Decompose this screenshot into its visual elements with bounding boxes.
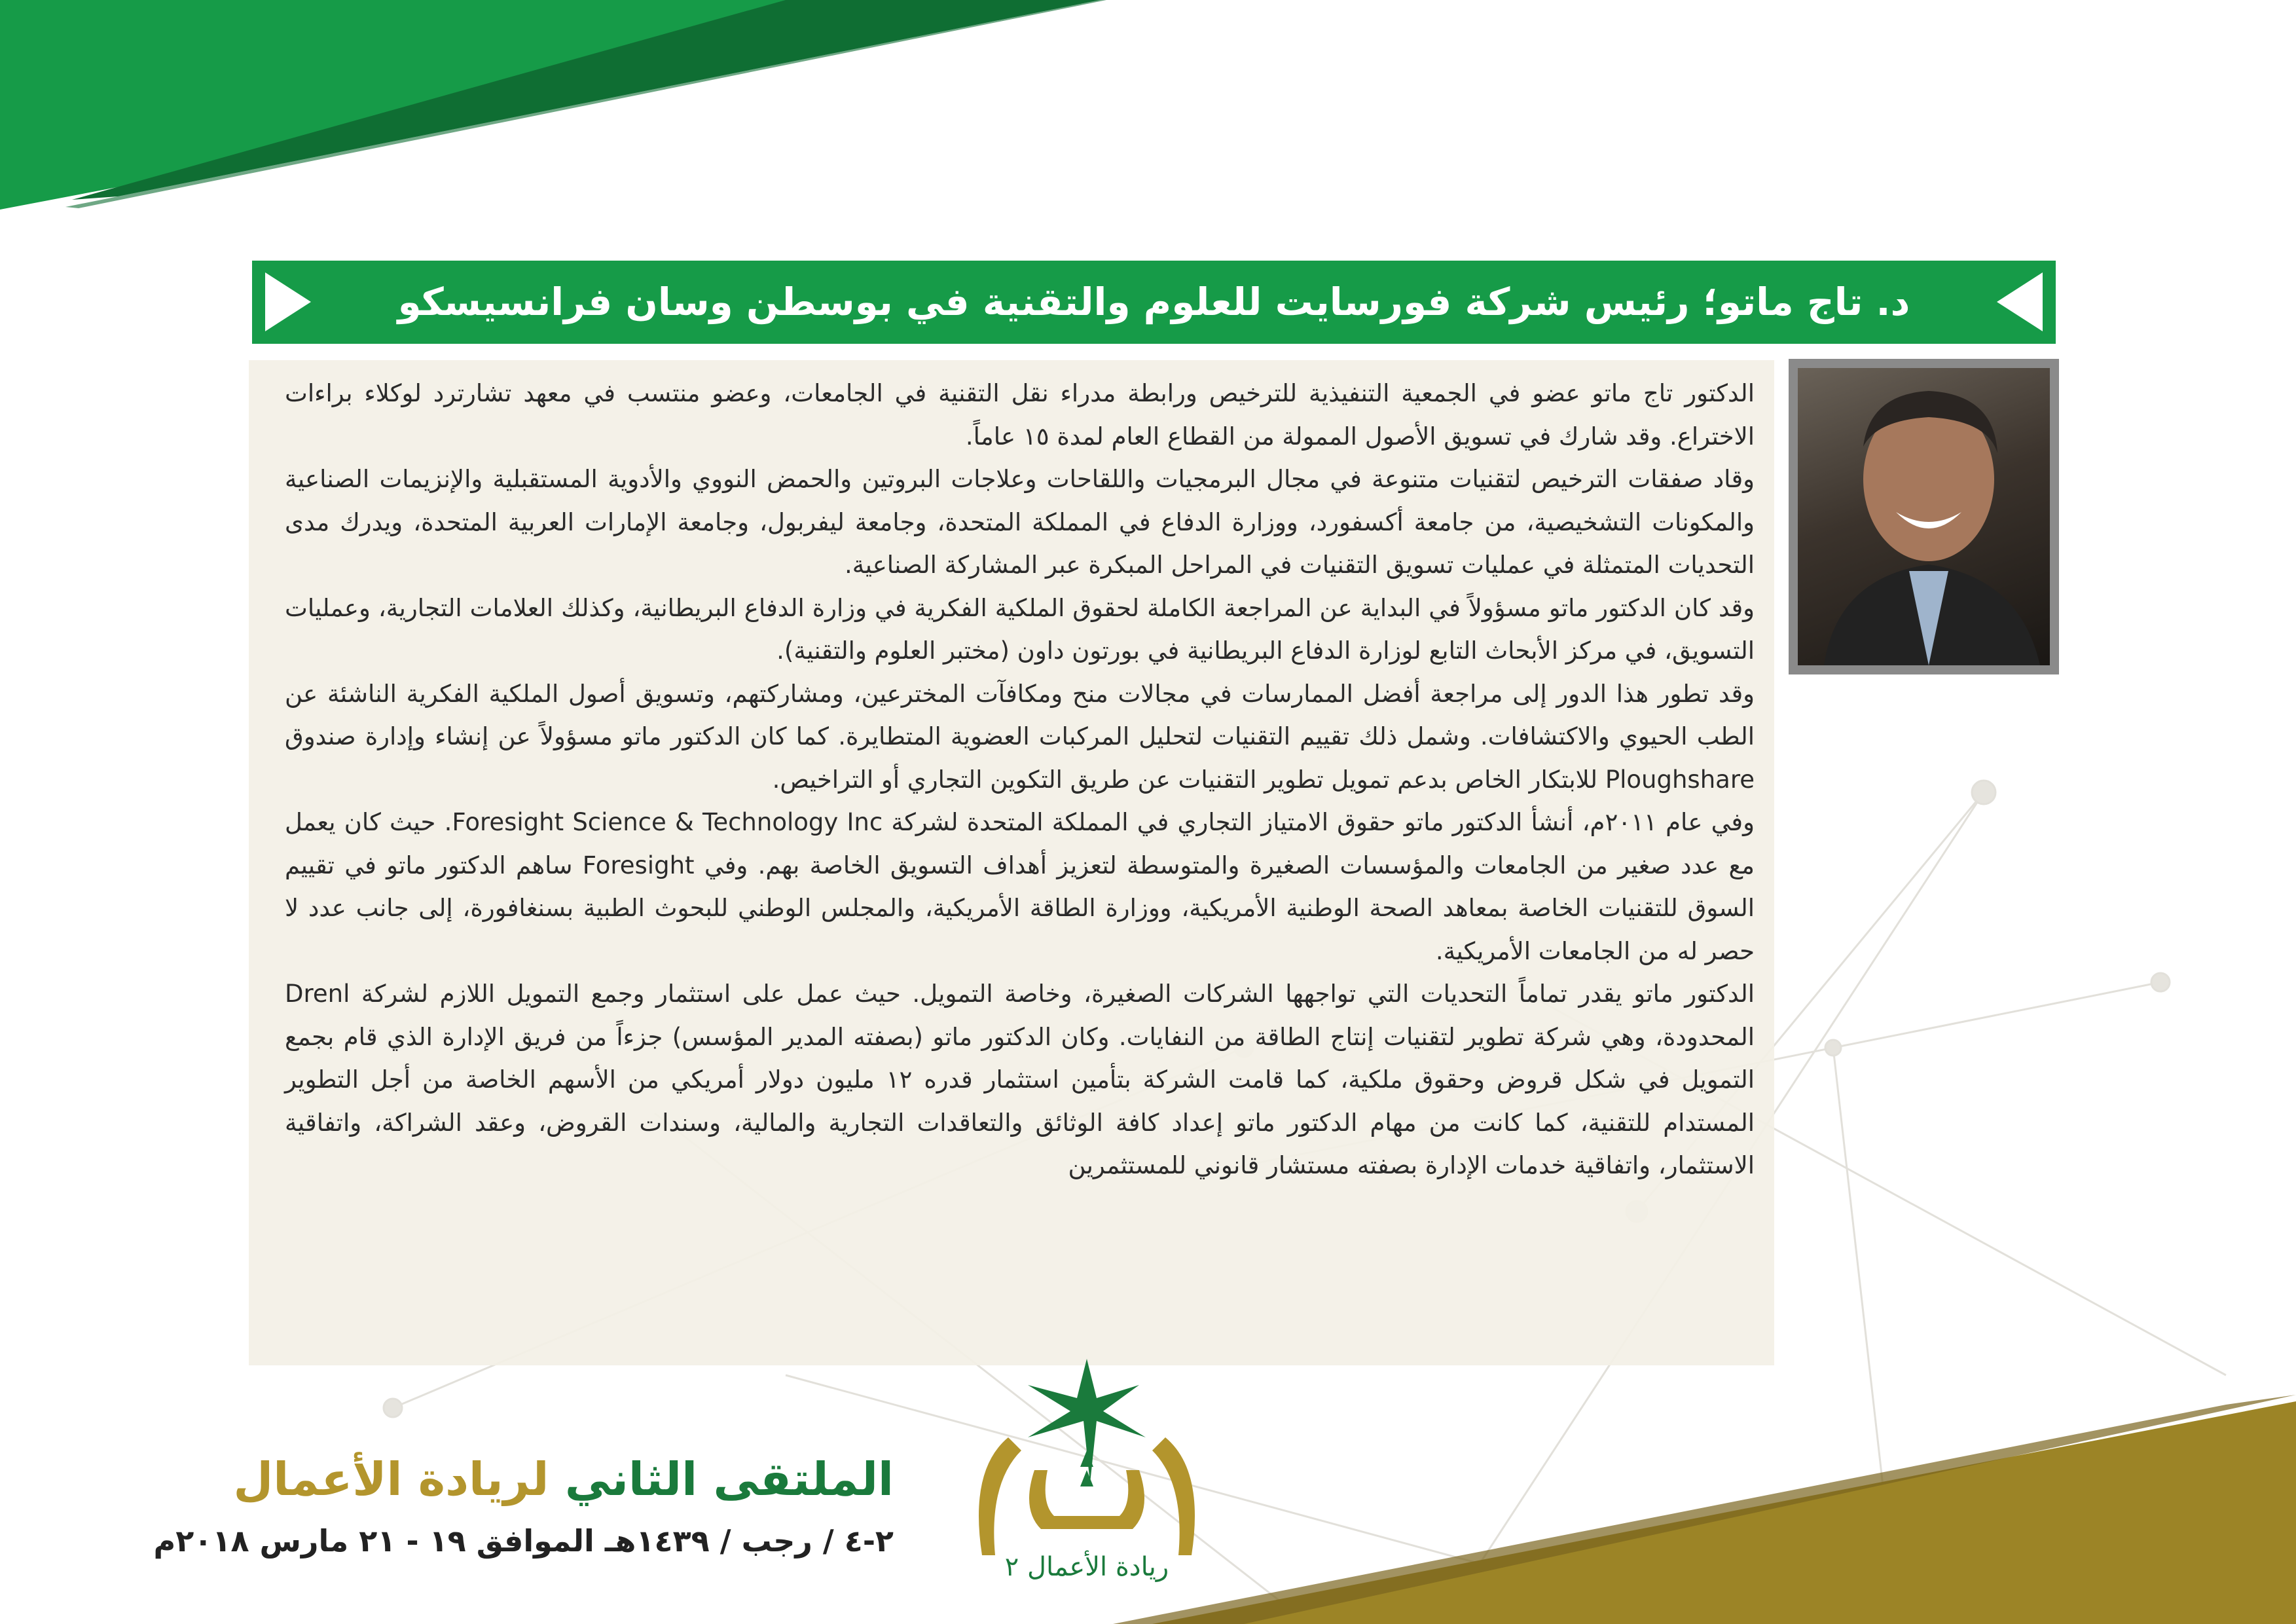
person-silhouette-icon xyxy=(1798,368,2050,665)
title-banner xyxy=(252,261,2056,344)
paragraph: وفي عام ٢٠١١م، أنشأ الدكتور ماتو حقوق الامتياز التجاري في المملكة المتحدة لشركة Foresight Science & Technology Inc. حيث كان يعمل مع عدد صغير من الجامعات والمؤسسات الصغيرة والمتوسطة لتعزيز أهداف التسويق الخاصة بهم. وفي Foresight ساهم الدكتور ماتو في تقييم السوق للتقنيات الخاصة بمعاهد الصحة الوطنية الأمريكية، ووزارة الطاقة الأمريكية، والمجلس الوطني للبحوث الطبية بسنغافورة، إلى جانب عدد لا حصر له من الجامعات الأمريكية. xyxy=(285,808,1755,965)
paragraph: وقد تطور هذا الدور إلى مراجعة أفضل الممارسات في مجالات منح ومكافآت المخترعين، ومشاركتهم، وتسويق أصول الملكية الفكرية الناشئة عن الطب الحيوي والاكتشافات. وشمل ذلك تقييم التقنيات لتحليل المركبات العضوية المتطايرة. كما كان الدكتور ماتو مسؤولاً عن إنشاء وإدارة صندوق Ploughshare للابتكار الخاص بدعم تمويل تطوير التقنيات عن طريق التكوين التجاري أو التراخيص. xyxy=(285,679,1755,794)
event-title-part2: لريادة الأعمال xyxy=(233,1452,549,1506)
paragraph: وقد كان الدكتور ماتو مسؤولاً في البداية عن المراجعة الكاملة لحقوق الملكية الفكرية في وزارة الدفاع البريطانية، وكذلك العلامات التجارية، وعمليات التسويق، في مركز الأبحاث التابع لوزارة الدفاع البريطانية في بورتون داون (مختبر العلوم والتقنية). xyxy=(285,593,1755,665)
event-title xyxy=(226,1452,894,1506)
paragraph: الدكتور تاج ماتو عضو في الجمعية التنفيذية للترخيص ورابطة مدراء نقل التقنية في الجامعات، وعضو منتسب في معهد تشارترد لوكلاء براءات الاختراع. وقد شارك في تسويق الأصول الممولة من القطاع العام لمدة ١٥ عاماً. xyxy=(285,379,1755,451)
logo-text: ريادة الأعمال ٢ xyxy=(1004,1552,1169,1582)
page-title: د. تاج ماتو؛ رئيس شركة فورسايت للعلوم والتقنية في بوسطن وسان فرانسيسكو xyxy=(397,280,1910,324)
biography-box xyxy=(249,360,1774,1365)
bottom-gold-corner xyxy=(1113,1388,2296,1624)
portrait-image xyxy=(1798,368,2050,665)
biography-text xyxy=(285,372,1755,1187)
portrait-photo xyxy=(1789,359,2059,674)
paragraph: وقاد صفقات الترخيص لتقنيات متنوعة في مجال البرمجيات واللقاحات وعلاجات البروتين والحمض النووي والأدوية المستقبلية والإنزيمات الصناعية والمكونات التشخيصية، من جامعة أكسفورد، ووزارة الدفاع في المملكة المتحدة، وجامعة ليفربول، وجامعة الإمارات العربية المتحدة، ويدرك مدى التحديات المتمثلة في عمليات تسويق التقنيات في المراحل المبكرة عبر المشاركة الصناعية. xyxy=(285,465,1755,579)
paragraph: الدكتور ماتو يقدر تماماً التحديات التي تواجهها الشركات الصغيرة، وخاصة التمويل. حيث عمل على استثمار وجمع التمويل اللازم لشركة Drenl المحدودة، وهي شركة تطوير لتقنيات إنتاج الطاقة من النفايات. وكان الدكتور ماتو (بصفته المدير المؤسس) جزءاً من فريق الإدارة الذي قام بجمع التمويل في شكل قروض وحقوق ملكية، كما قامت الشركة بتأمين استثمار قدره ١٢ مليون دولار أمريكي من الأسهم الخاصة من أجل التطوير المستدام للتقنية، كما كانت من مهام الدكتور ماتو إعداد كافة الوثائق والتعاقدات التجارية والمالية، وسندات القروض، وعقد الشراكة، واتفاقية الاستثمار، واتفاقية خدمات الإدارة بصفته مستشار قانوني للمستثمرين xyxy=(285,980,1755,1179)
event-title-part1: الملتقى الثاني xyxy=(564,1452,894,1506)
top-green-corner xyxy=(0,0,1113,216)
event-date: ٢-٤ / رجب / ١٤٣٩هـ الموافق ١٩ - ٢١ مارس ٢٠١٨م xyxy=(153,1523,894,1559)
triangle-left-icon xyxy=(1997,272,2043,331)
